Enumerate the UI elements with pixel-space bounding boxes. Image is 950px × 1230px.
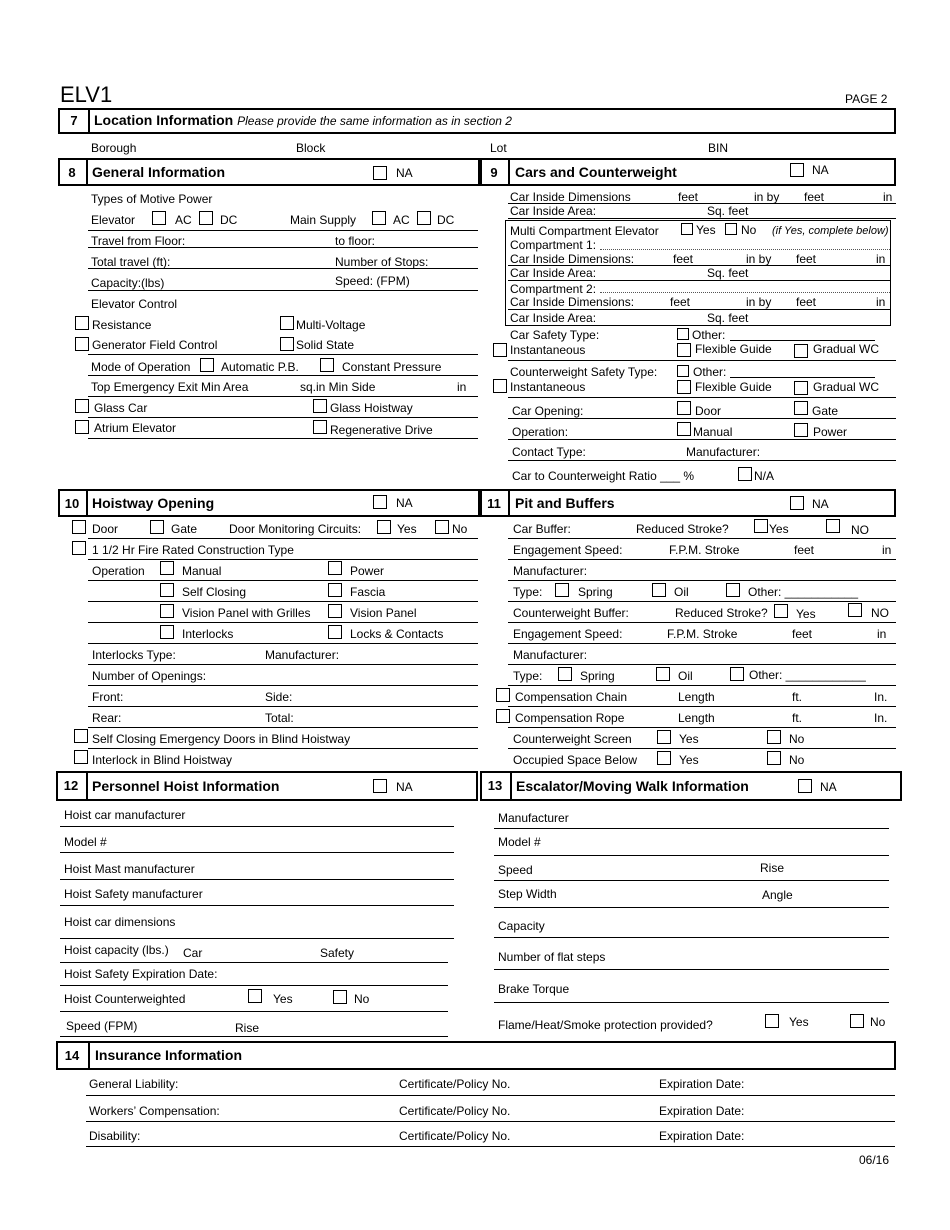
flame-no-checkbox[interactable] [850, 1014, 864, 1028]
regenerative-label: Regenerative Drive [330, 423, 433, 437]
hoist-safety-expiration-field[interactable]: Hoist Safety Expiration Date: [64, 967, 218, 981]
main-supply-dc-checkbox[interactable] [417, 211, 431, 225]
general-liability-expiration-field[interactable]: Expiration Date: [659, 1077, 745, 1091]
hoist-car-manufacturer-field[interactable]: Hoist car manufacturer [64, 808, 186, 822]
main-supply-ac-label: AC [393, 213, 410, 227]
interlocks-checkbox[interactable] [160, 625, 174, 639]
car-gate-label: Gate [812, 404, 839, 418]
car-buffer-manufacturer-field[interactable]: Manufacturer: [513, 564, 588, 578]
fascia-label: Fascia [350, 585, 386, 599]
vision-panel-checkbox[interactable] [328, 604, 342, 618]
multi-voltage-label: Multi-Voltage [296, 318, 366, 332]
atrium-checkbox[interactable] [75, 420, 89, 434]
cw-buffer-no-checkbox[interactable] [848, 603, 862, 617]
hoist-cw-yes-checkbox[interactable] [248, 989, 262, 1003]
total-openings-field[interactable]: Total: [265, 711, 294, 725]
disability-label: Disability: [89, 1129, 141, 1143]
flame-yes-label: Yes [789, 1015, 809, 1029]
car-instantaneous-label: Instantaneous [510, 343, 586, 357]
occupied-yes-checkbox[interactable] [657, 751, 671, 765]
interlock-blind-label: Interlock in Blind Hoistway [92, 753, 233, 767]
cw-safety-other-checkbox[interactable] [677, 365, 689, 377]
comp-rope-label: Compensation Rope [515, 711, 625, 725]
esc-brake-torque-field[interactable]: Brake Torque [498, 982, 570, 996]
cw-in-label: in [877, 627, 887, 641]
door-monitoring-label: Door Monitoring Circuits: [229, 522, 362, 536]
main-supply-ac-checkbox[interactable] [372, 211, 386, 225]
car-spring-label: Spring [578, 585, 613, 599]
compartment-2-label: Compartment 2: [510, 282, 597, 296]
cw-screen-label: Counterweight Screen [513, 732, 632, 746]
car-power-checkbox[interactable] [794, 423, 808, 437]
hoist-cw-no-label: No [354, 992, 370, 1006]
elevator-ac-checkbox[interactable] [152, 211, 166, 225]
comp2-inby: in by [746, 295, 772, 309]
flame-yes-checkbox[interactable] [765, 1014, 779, 1028]
multi-no-label: No [741, 223, 757, 237]
car-engagement-field[interactable]: Engagement Speed: [513, 543, 623, 557]
self-closing-blind-label: Self Closing Emergency Doors in Blind Hoistway [92, 732, 351, 746]
glass-car-label: Glass Car [94, 401, 148, 415]
esc-rise-field[interactable]: Rise [760, 861, 785, 875]
comp-chain-label: Compensation Chain [515, 690, 628, 704]
self-closing-label: Self Closing [182, 585, 247, 599]
s9-na-checkbox[interactable] [790, 163, 804, 177]
section-14-title: Insurance Information [95, 1047, 243, 1063]
ratio-na-checkbox[interactable] [738, 467, 752, 481]
main-supply-dc-label: DC [437, 213, 455, 227]
cw-instantaneous-checkbox[interactable] [493, 379, 507, 393]
comp-rope-length: Length [678, 711, 715, 725]
rear-openings-field[interactable]: Rear: [92, 711, 122, 725]
car-opening-label: Car Opening: [512, 404, 584, 418]
glass-car-checkbox[interactable] [75, 399, 89, 413]
cw-other-field[interactable]: Other: ____________ [749, 668, 866, 682]
interlocks-label: Interlocks [182, 627, 234, 641]
comp-rope-ft: ft. [792, 711, 803, 725]
general-liability-policy-field[interactable]: Certificate/Policy No. [399, 1077, 511, 1091]
comp1-area-unit: Sq. feet [707, 266, 749, 280]
comp1-inby: in by [746, 252, 772, 266]
interlocks-type-field[interactable]: Interlocks Type: [92, 648, 176, 662]
car-manual-label: Manual [693, 425, 733, 439]
section-12-title: Personnel Hoist Information [92, 778, 280, 794]
cw-oil-checkbox[interactable] [656, 667, 670, 681]
hoistway-door-checkbox[interactable] [72, 520, 86, 534]
locks-contacts-checkbox[interactable] [328, 625, 342, 639]
comp2-feet2: feet [796, 295, 817, 309]
multi-no-checkbox[interactable] [725, 223, 737, 235]
hoist-model-field[interactable]: Model # [64, 835, 107, 849]
comp1-feet2: feet [796, 252, 817, 266]
s12-na-label: NA [396, 780, 413, 794]
car-safety-other-label: Other: [692, 328, 726, 342]
elevator-ac-label: AC [175, 213, 192, 227]
car-spring-checkbox[interactable] [555, 583, 569, 597]
section-10-number: 10 [64, 496, 80, 511]
constant-pressure-label: Constant Pressure [342, 360, 442, 374]
occupied-space-label: Occupied Space Below [513, 753, 638, 767]
car-dims-feet2: feet [804, 190, 825, 204]
fire-rated-checkbox[interactable] [72, 541, 86, 555]
s10-na-label: NA [396, 496, 413, 510]
esc-flame-protection-label: Flame/Heat/Smoke protection provided? [498, 1018, 713, 1032]
cw-spring-checkbox[interactable] [558, 667, 572, 681]
s9-na-label: NA [812, 163, 829, 177]
section-7-number: 7 [70, 113, 78, 128]
car-in-label: in [882, 543, 892, 557]
elevator-label: Elevator [91, 213, 136, 227]
occupied-no-checkbox[interactable] [767, 751, 781, 765]
workers-comp-expiration-field[interactable]: Expiration Date: [659, 1104, 745, 1118]
hoistway-door-label: Door [92, 522, 119, 536]
hoist-rise-field[interactable]: Rise [235, 1021, 260, 1035]
total-travel-field[interactable]: Total travel (ft): [91, 255, 171, 269]
s11-na-label: NA [812, 497, 829, 511]
section-10-title: Hoistway Opening [92, 495, 215, 511]
esc-model-field[interactable]: Model # [498, 835, 541, 849]
hoist-capacity-car-field[interactable]: Car [183, 946, 203, 960]
footer-date: 06/16 [859, 1153, 890, 1167]
door-mon-no-label: No [452, 522, 468, 536]
glass-hoistway-checkbox[interactable] [313, 399, 327, 413]
comp2-area-label: Car Inside Area: [510, 311, 597, 325]
section-13-number: 13 [487, 778, 503, 793]
borough-field[interactable]: Borough [91, 141, 137, 155]
comp1-area-label: Car Inside Area: [510, 266, 597, 280]
section-13-title: Escalator/Moving Walk Information [516, 778, 749, 794]
general-liability-label: General Liability: [89, 1077, 179, 1091]
cw-gradual-checkbox[interactable] [794, 381, 808, 395]
cw-flex-guide-checkbox[interactable] [677, 380, 691, 394]
car-dims-feet: feet [678, 190, 699, 204]
car-buffer-yes-label: Yes [769, 522, 789, 536]
cw-engagement-field[interactable]: Engagement Speed: [513, 627, 623, 641]
esc-manufacturer-field[interactable]: Manufacturer [498, 811, 569, 825]
motive-power-label: Types of Motive Power [91, 192, 213, 206]
s10-na-checkbox[interactable] [373, 495, 387, 509]
comp1-dims-label: Car Inside Dimensions: [510, 252, 635, 266]
hoist-mast-manufacturer-field[interactable]: Hoist Mast manufacturer [64, 862, 195, 876]
hoist-car-dimensions-field[interactable]: Hoist car dimensions [64, 915, 176, 929]
car-gradual-checkbox[interactable] [794, 344, 808, 358]
hoistway-power-label: Power [350, 564, 385, 578]
car-buffer-label: Car Buffer: [513, 522, 571, 536]
fascia-checkbox[interactable] [328, 583, 342, 597]
car-dims-inby: in by [754, 190, 780, 204]
regenerative-checkbox[interactable] [313, 420, 327, 434]
section-9-title: Cars and Counterweight [515, 164, 677, 180]
glass-hoistway-label: Glass Hoistway [330, 401, 413, 415]
hoistway-gate-label: Gate [171, 522, 198, 536]
car-dims-in: in [883, 190, 893, 204]
comp2-dims-label: Car Inside Dimensions: [510, 295, 635, 309]
car-buffer-no-checkbox[interactable] [826, 519, 840, 533]
number-of-openings-field[interactable]: Number of Openings: [92, 669, 207, 683]
generator-field-label: Generator Field Control [92, 338, 218, 352]
form-id: ELV1 [60, 82, 113, 107]
atrium-label: Atrium Elevator [94, 421, 177, 435]
disability-policy-field[interactable]: Certificate/Policy No. [399, 1129, 511, 1143]
car-buffer-no-label: NO [851, 523, 869, 537]
to-floor-field[interactable]: to floor: [335, 234, 376, 248]
multi-compartment-label: Multi Compartment Elevator [510, 224, 659, 238]
door-mon-no-checkbox[interactable] [435, 520, 449, 534]
flame-no-label: No [870, 1015, 886, 1029]
cw-screen-yes-checkbox[interactable] [657, 730, 671, 744]
esc-angle-field[interactable]: Angle [762, 888, 793, 902]
hoistway-operation-label: Operation [92, 564, 145, 578]
speed-field[interactable]: Speed: (FPM) [335, 274, 410, 288]
cw-buffer-label: Counterweight Buffer: [513, 606, 629, 620]
s8-na-checkbox[interactable] [373, 166, 387, 180]
car-door-checkbox[interactable] [677, 401, 691, 415]
occupied-no-label: No [789, 753, 805, 767]
cw-safety-type-label: Counterweight Safety Type: [510, 365, 658, 379]
block-field[interactable]: Block [296, 141, 326, 155]
section-7-note: Please provide the same information as in section 2 [237, 114, 512, 128]
car-gradual-label: Gradual WC [813, 342, 880, 356]
comp1-feet: feet [673, 252, 694, 266]
main-supply-label: Main Supply [290, 213, 357, 227]
esc-speed-field[interactable]: Speed [498, 863, 533, 877]
car-operation-label: Operation: [512, 425, 569, 439]
car-buffer-yes-checkbox[interactable] [754, 519, 768, 533]
car-other-checkbox[interactable] [726, 583, 740, 597]
comp-rope-in: In. [874, 711, 888, 725]
automatic-pb-checkbox[interactable] [200, 358, 214, 372]
cw-feet-label: feet [792, 627, 813, 641]
cw-buffer-yes-checkbox[interactable] [774, 604, 788, 618]
car-safety-type-label: Car Safety Type: [510, 328, 600, 342]
section-11-number: 11 [487, 496, 501, 511]
comp1-in: in [876, 252, 886, 266]
compartment-1-label: Compartment 1: [510, 238, 597, 252]
solid-state-label: Solid State [296, 338, 355, 352]
cw-buffer-yes-label: Yes [796, 607, 816, 621]
section-7-title: Location Information Please provide the same information as in section 2 [94, 112, 512, 128]
s8-na-label: NA [396, 166, 413, 180]
front-openings-field[interactable]: Front: [92, 690, 124, 704]
car-oil-checkbox[interactable] [652, 583, 666, 597]
car-buffer-type-label: Type: [513, 585, 543, 599]
number-of-stops-field[interactable]: Number of Stops: [335, 255, 429, 269]
cw-safety-other-label: Other: [693, 365, 727, 379]
hoist-capacity-safety-field[interactable]: Safety [320, 946, 355, 960]
travel-from-floor-field[interactable]: Travel from Floor: [91, 234, 186, 248]
cw-spring-label: Spring [580, 669, 615, 683]
contact-type-field[interactable]: Contact Type: [512, 445, 586, 459]
s13-na-checkbox[interactable] [798, 779, 812, 793]
locks-contacts-label: Locks & Contacts [350, 627, 444, 641]
page-number: PAGE 2 [845, 92, 888, 106]
solid-state-checkbox[interactable] [280, 337, 294, 351]
section-12-number: 12 [63, 778, 79, 793]
comp-chain-in: In. [874, 690, 888, 704]
cw-screen-no-label: No [789, 732, 805, 746]
comp-chain-length: Length [678, 690, 715, 704]
comp-chain-ft: ft. [792, 690, 803, 704]
section-9-number: 9 [490, 165, 498, 180]
hoistway-manufacturer-field[interactable]: Manufacturer: [265, 648, 340, 662]
comp-chain-checkbox[interactable] [496, 688, 510, 702]
capacity-field[interactable]: Capacity:(lbs) [91, 276, 165, 290]
comp2-feet: feet [670, 295, 691, 309]
hoist-speed-field[interactable]: Speed (FPM) [66, 1019, 138, 1033]
car-safety-other-checkbox[interactable] [677, 328, 689, 340]
multi-yes-label: Yes [696, 223, 716, 237]
vision-grilles-label: Vision Panel with Grilles [182, 606, 311, 620]
esc-step-width-field[interactable]: Step Width [498, 887, 557, 901]
section-8-title: General Information [92, 164, 226, 180]
hoist-cw-no-checkbox[interactable] [333, 990, 347, 1004]
cw-screen-yes-label: Yes [679, 732, 699, 746]
esc-capacity-field[interactable]: Capacity [498, 919, 545, 933]
occupied-yes-label: Yes [679, 753, 699, 767]
disability-expiration-field[interactable]: Expiration Date: [659, 1129, 745, 1143]
cw-gradual-label: Gradual WC [813, 380, 880, 394]
s13-na-label: NA [820, 780, 837, 794]
cw-buffer-manufacturer-field[interactable]: Manufacturer: [513, 648, 588, 662]
car-door-label: Door [695, 404, 722, 418]
car-gate-checkbox[interactable] [794, 401, 808, 415]
vision-grilles-checkbox[interactable] [160, 604, 174, 618]
cw-oil-label: Oil [678, 669, 693, 683]
automatic-pb-label: Automatic P.B. [221, 360, 299, 374]
hoistway-power-checkbox[interactable] [328, 561, 342, 575]
section-14-number: 14 [64, 1048, 80, 1063]
ratio-na-label: N/A [754, 469, 775, 483]
comp-rope-checkbox[interactable] [496, 709, 510, 723]
comp2-in: in [876, 295, 886, 309]
elevator-dc-label: DC [220, 213, 238, 227]
hoistway-manual-checkbox[interactable] [160, 561, 174, 575]
resistance-checkbox[interactable] [75, 316, 89, 330]
exit-min-side-field[interactable]: sq.in Min Side [300, 380, 376, 394]
s11-na-checkbox[interactable] [790, 496, 804, 510]
car-flex-guide-checkbox[interactable] [677, 343, 691, 357]
side-openings-field[interactable]: Side: [265, 690, 293, 704]
car-oil-label: Oil [674, 585, 689, 599]
self-closing-blind-checkbox[interactable] [74, 729, 88, 743]
car-manufacturer-field[interactable]: Manufacturer: [686, 445, 761, 459]
fire-rated-label: 1 1/2 Hr Fire Rated Construction Type [92, 543, 294, 557]
car-instantaneous-checkbox[interactable] [493, 343, 507, 357]
exit-in-unit: in [457, 380, 467, 394]
resistance-label: Resistance [92, 318, 152, 332]
cw-other-checkbox[interactable] [730, 667, 744, 681]
car-feet-label: feet [794, 543, 815, 557]
workers-comp-policy-field[interactable]: Certificate/Policy No. [399, 1104, 511, 1118]
mode-of-operation-label: Mode of Operation [91, 360, 191, 374]
multi-yes-checkbox[interactable] [681, 223, 693, 235]
exit-area-field[interactable]: Top Emergency Exit Min Area [91, 380, 249, 394]
esc-flat-steps-field[interactable]: Number of flat steps [498, 950, 606, 964]
hoist-safety-manufacturer-field[interactable]: Hoist Safety manufacturer [64, 887, 203, 901]
car-power-label: Power [813, 425, 848, 439]
cw-ratio-field[interactable]: Car to Counterweight Ratio ___ % [512, 469, 695, 483]
car-dims-label: Car Inside Dimensions [510, 190, 631, 204]
elevator-control-label: Elevator Control [91, 297, 178, 311]
door-mon-yes-label: Yes [397, 522, 417, 536]
lot-field[interactable]: Lot [490, 141, 507, 155]
cw-buffer-type-label: Type: [513, 669, 543, 683]
vision-panel-label: Vision Panel [350, 606, 417, 620]
hoistway-manual-label: Manual [182, 564, 222, 578]
section-11-title: Pit and Buffers [515, 495, 615, 511]
car-area-label: Car Inside Area: [510, 204, 597, 218]
section-8-number: 8 [68, 165, 76, 180]
car-manual-checkbox[interactable] [677, 422, 691, 436]
multi-if-yes-note: (if Yes, complete below) [772, 225, 889, 237]
door-mon-yes-checkbox[interactable] [377, 520, 391, 534]
car-other-field[interactable]: Other: ___________ [748, 585, 859, 599]
car-buffer-reduced-label: Reduced Stroke? [636, 522, 729, 536]
hoist-capacity-label: Hoist capacity (lbs.) [64, 943, 169, 957]
hoist-counterweighted-label: Hoist Counterweighted [64, 992, 186, 1006]
cw-buffer-reduced-label: Reduced Stroke? [675, 606, 768, 620]
s12-na-checkbox[interactable] [373, 779, 387, 793]
multi-voltage-checkbox[interactable] [280, 316, 294, 330]
comp2-area-unit: Sq. feet [707, 311, 749, 325]
hoist-cw-yes-label: Yes [273, 992, 293, 1006]
workers-comp-label: Workers’ Compensation: [89, 1104, 220, 1118]
generator-field-checkbox[interactable] [75, 337, 89, 351]
bin-field[interactable]: BIN [708, 141, 729, 155]
self-closing-checkbox[interactable] [160, 583, 174, 597]
interlock-blind-checkbox[interactable] [74, 750, 88, 764]
elevator-dc-checkbox[interactable] [199, 211, 213, 225]
cw-fpm-label: F.P.M. Stroke [667, 627, 738, 641]
car-area-unit: Sq. feet [707, 204, 749, 218]
car-flex-guide-label: Flexible Guide [695, 342, 772, 356]
hoistway-gate-checkbox[interactable] [150, 520, 164, 534]
cw-instantaneous-label: Instantaneous [510, 380, 586, 394]
cw-buffer-no-label: NO [871, 606, 889, 620]
cw-flex-guide-label: Flexible Guide [695, 380, 772, 394]
constant-pressure-checkbox[interactable] [320, 358, 334, 372]
cw-screen-no-checkbox[interactable] [767, 730, 781, 744]
car-fpm-label: F.P.M. Stroke [669, 543, 740, 557]
